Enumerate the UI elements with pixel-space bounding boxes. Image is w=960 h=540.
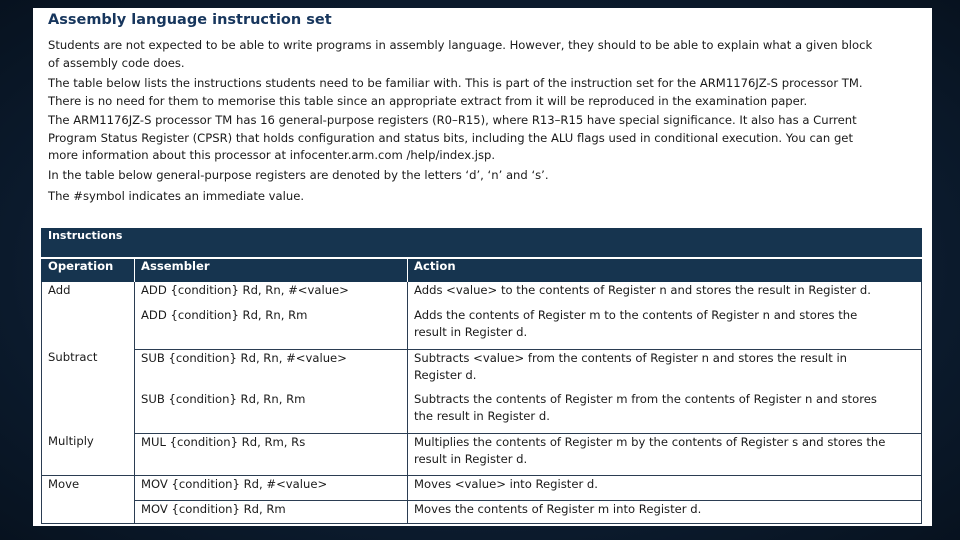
action-cell	[408, 307, 922, 349]
table-title: Instructions	[42, 229, 922, 259]
assembler-cell: MOV {condition} Rd, Rm	[135, 500, 408, 523]
paragraph-line: In the table below general-purpose registers are denoted by the letters ‘d’, ‘n’ and ‘s’.	[48, 168, 549, 182]
assembler-cell: ADD {condition} Rd, Rn, #<value>	[135, 282, 408, 307]
table-row	[42, 475, 922, 500]
action-line: the result in Register d.	[414, 409, 550, 423]
action-line: Subtracts <value> from the contents of Register n and stores the result in	[414, 350, 848, 365]
assembler-cell: MOV {condition} Rd, #<value>	[135, 475, 408, 500]
column-header-operation: Operation	[42, 258, 135, 282]
action-line: Adds the contents of Register m to the contents of Register n and stores the	[414, 308, 858, 322]
operation-cell: Add	[42, 282, 135, 349]
paragraph-processor	[48, 112, 928, 165]
action-cell	[408, 282, 922, 307]
table-row	[42, 282, 922, 307]
assembler-cell: ADD {condition} Rd, Rn, Rm	[135, 307, 408, 349]
paragraph-line: Students are not expected to be able to write programs in assembly language. However, they should to be able to explain what a given block	[48, 38, 873, 52]
paragraph-immediate	[48, 188, 928, 206]
operation-cell: Subtract	[42, 349, 135, 433]
paragraph-line: Program Status Register (CPSR) that holds configuration and status bits, including the ALU flags used in conditional execution. You can get	[48, 130, 853, 145]
document-page	[33, 8, 932, 526]
page-title: Assembly language instruction set	[48, 12, 332, 28]
action-cell	[408, 475, 922, 500]
paragraph-line: of assembly code does.	[48, 55, 185, 70]
operation-cell: Multiply	[42, 433, 135, 475]
assembler-cell: MUL {condition} Rd, Rm, Rs	[135, 433, 408, 475]
action-line: Register d.	[414, 367, 477, 382]
paragraph-table-info	[48, 75, 928, 110]
paragraph-line: The ARM1176JZ-S processor TM has 16 general-purpose registers (R0–R15), where R13–R15 have special significance. It also has a Current	[48, 113, 857, 127]
action-line: Adds <value> to the contents of Register n and stores the result in Register d.	[414, 283, 871, 297]
action-cell	[408, 349, 922, 391]
action-line: result in Register d.	[414, 325, 528, 339]
operation-cell: Move	[42, 475, 135, 523]
instruction-table	[41, 228, 922, 524]
paragraph-line: more information about this processor at infocenter.arm.com /help/index.jsp.	[48, 148, 496, 162]
paragraph-line: The table below lists the instructions students need to be familiar with. This is part of the instruction set for the ARM1176JZ-S processor TM.	[48, 76, 863, 90]
assembler-cell: SUB {condition} Rd, Rn, Rm	[135, 391, 408, 433]
paragraph-registers	[48, 167, 928, 185]
action-cell	[408, 500, 922, 523]
paragraph-line: The #symbol indicates an immediate value.	[48, 189, 305, 203]
table-row	[42, 391, 922, 433]
action-line: result in Register d.	[414, 451, 528, 466]
table-row	[42, 307, 922, 349]
action-line: Subtracts the contents of Register m from the contents of Register n and stores	[414, 392, 877, 406]
paragraph-line: There is no need for them to memorise this table since an appropriate extract from it will be reproduced in the examination paper.	[48, 93, 808, 108]
table-row	[42, 349, 922, 391]
assembler-cell: SUB {condition} Rd, Rn, #<value>	[135, 349, 408, 391]
action-line: Multiplies the contents of Register m by the contents of Register s and stores the	[414, 434, 886, 449]
column-header-assembler: Assembler	[135, 258, 408, 282]
action-cell	[408, 391, 922, 433]
action-cell	[408, 433, 922, 475]
table-row	[42, 500, 922, 523]
action-line: Moves <value> into Register d.	[414, 476, 598, 491]
paragraph-intro	[48, 37, 928, 72]
column-header-action: Action	[408, 258, 922, 282]
table-row	[42, 433, 922, 475]
action-line: Moves the contents of Register m into Register d.	[414, 501, 702, 516]
